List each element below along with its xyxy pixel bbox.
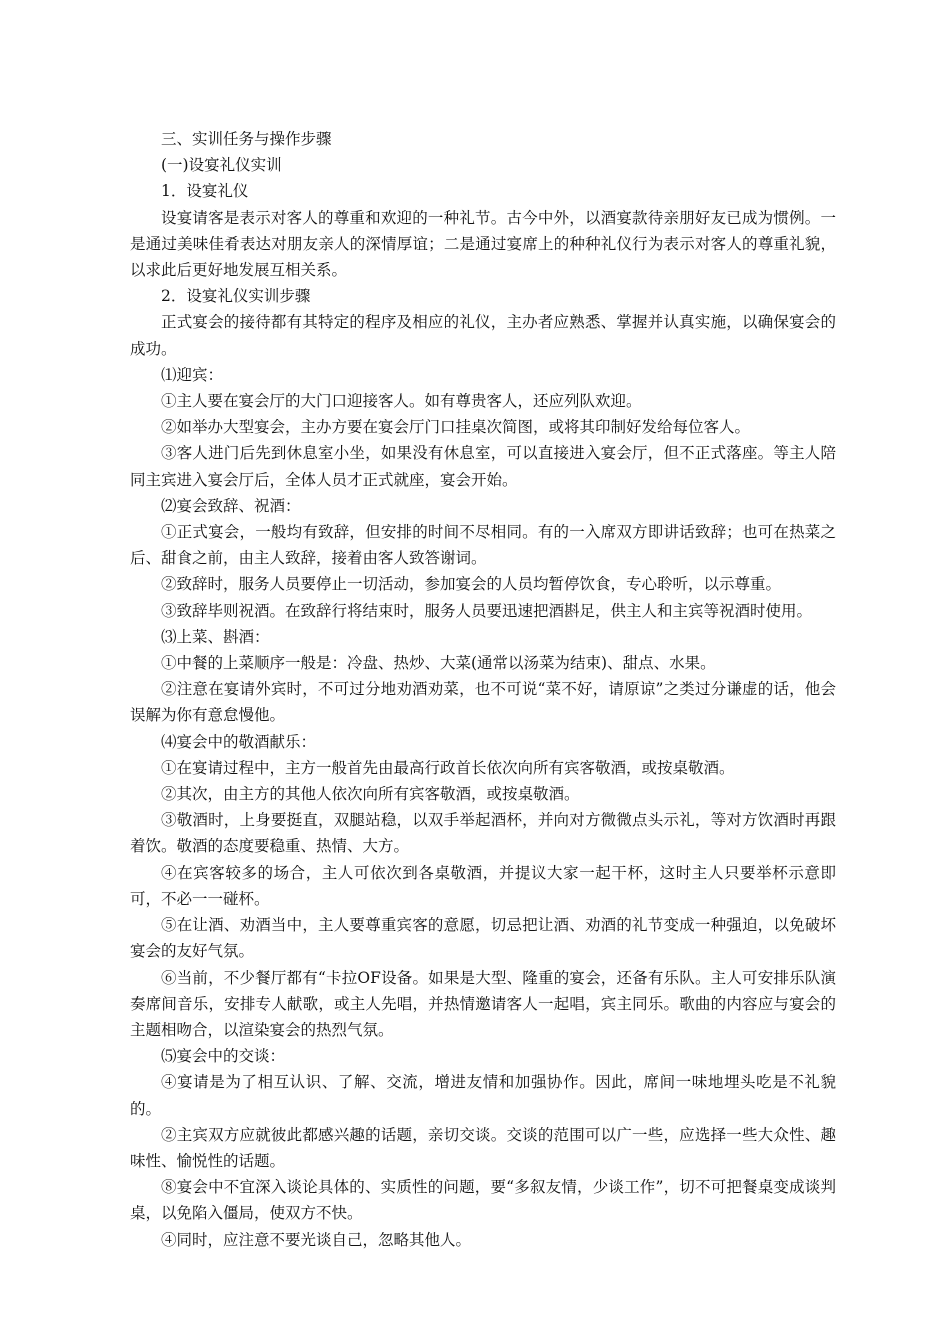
item-heading: 1．设宴礼仪 bbox=[161, 182, 249, 201]
subsection-heading: (一)设宴礼仪实训 bbox=[161, 156, 282, 175]
paragraph: ③敬酒时，上身要挺直，双腿站稳，以双手举起酒杯，并向对方微微点头示礼，等对方饮酒时再跟着饮。敬酒的态度要稳重、热情、大方。 bbox=[130, 811, 836, 856]
paragraph: ①中餐的上菜顺序一般是：冷盘、热炒、大菜(通常以汤菜为结束)、甜点、水果。 bbox=[161, 654, 716, 673]
paragraph: ②致辞时，服务人员要停止一切活动，参加宴会的人员均暂停饮食，专心聆听，以示尊重。 bbox=[161, 575, 782, 594]
step-heading: ⑸宴会中的交谈： bbox=[161, 1047, 286, 1066]
document-body bbox=[130, 126, 836, 1253]
step-heading: ⑵宴会致辞、祝酒： bbox=[161, 496, 301, 515]
paragraph: ②其次，由主方的其他人依次向所有宾客敬酒，或按桌敬酒。 bbox=[161, 785, 580, 804]
paragraph: ⑥当前，不少餐厅都有“卡拉OF设备。如果是大型、隆重的宴会，还备有乐队。主人可安排乐队演奏席间音乐，安排专人献歌，或主人先唱，并热情邀请客人一起唱，宾主同乐。歌曲的内容应与宴会的主题相吻合，以渲染宴会的热烈气氛。 bbox=[130, 968, 836, 1039]
paragraph: ①正式宴会，一般均有致辞，但安排的时间不尽相同。有的一入席双方即讲话致辞；也可在热菜之后、甜食之前，由主人致辞，接着由客人致答谢词。 bbox=[130, 523, 836, 568]
section-heading: 三、实训任务与操作步骤 bbox=[161, 130, 332, 148]
item-heading: 2．设宴礼仪实训步骤 bbox=[161, 287, 311, 306]
paragraph: ①主人要在宴会厅的大门口迎接客人。如有尊贵客人，还应列队欢迎。 bbox=[161, 392, 642, 411]
paragraph: 设宴请客是表示对客人的尊重和欢迎的一种礼节。古今中外，以酒宴款待亲朋好友已成为惯例。一是通过美味佳肴表达对朋友亲人的深情厚谊；二是通过宴席上的种种礼仪行为表示对客人的尊重礼貌，以求此后更好地发展互相关系。 bbox=[130, 208, 836, 280]
paragraph: ③客人进门后先到休息室小坐，如果没有休息室，可以直接进入宴会厅，但不正式落座。等主人陪同主宾进入宴会厅后，全体人员才正式就座，宴会开始。 bbox=[130, 444, 836, 489]
paragraph: ①在宴请过程中，主方一般首先由最高行政首长依次向所有宾客敬酒，或按桌敬酒。 bbox=[161, 758, 735, 777]
paragraph: ④宴请是为了相互认识、了解、交流，增进友情和加强协作。因此，席间一味地埋头吃是不礼貌的。 bbox=[130, 1073, 836, 1118]
paragraph: ②如举办大型宴会，主办方要在宴会厅门口挂桌次简图，或将其印制好发给每位客人。 bbox=[161, 418, 751, 437]
paragraph: ④同时，应注意不要光谈自己，忽略其他人。 bbox=[161, 1230, 472, 1249]
step-heading: ⑴迎宾： bbox=[161, 365, 224, 384]
paragraph: ③致辞毕则祝酒。在致辞行将结束时，服务人员要迅速把酒斟足，供主人和主宾等祝酒时使用。 bbox=[161, 601, 813, 620]
paragraph: ⑤在让酒、劝酒当中，主人要尊重宾客的意愿，切忌把让酒、劝酒的礼节变成一种强迫，以免破坏宴会的友好气氛。 bbox=[130, 916, 836, 961]
paragraph: 正式宴会的接待都有其特定的程序及相应的礼仪，主办者应熟悉、掌握并认真实施，以确保宴会的成功。 bbox=[130, 313, 836, 358]
paragraph: ②注意在宴请外宾时，不可过分地劝酒劝菜，也不可说“菜不好，请原谅”之类过分谦虚的话，他会误解为你有意怠慢他。 bbox=[130, 680, 836, 725]
step-heading: ⑶上菜、斟酒： bbox=[161, 627, 270, 646]
paragraph: ④在宾客较多的场合，主人可依次到各桌敬酒，并提议大家一起干杯，这时主人只要举杯示意即可，不必一一碰杯。 bbox=[130, 863, 836, 908]
paragraph: ⑧宴会中不宜深入谈论具体的、实质性的问题，要“多叙友情，少谈工作”，切不可把餐桌变成谈判桌，以免陷入僵局，使双方不快。 bbox=[130, 1178, 836, 1223]
step-heading: ⑷宴会中的敬酒献乐： bbox=[161, 732, 317, 751]
paragraph: ②主宾双方应就彼此都感兴趣的话题，亲切交谈。交谈的范围可以广一些，应选择一些大众性、趣味性、愉悦性的话题。 bbox=[130, 1125, 836, 1170]
